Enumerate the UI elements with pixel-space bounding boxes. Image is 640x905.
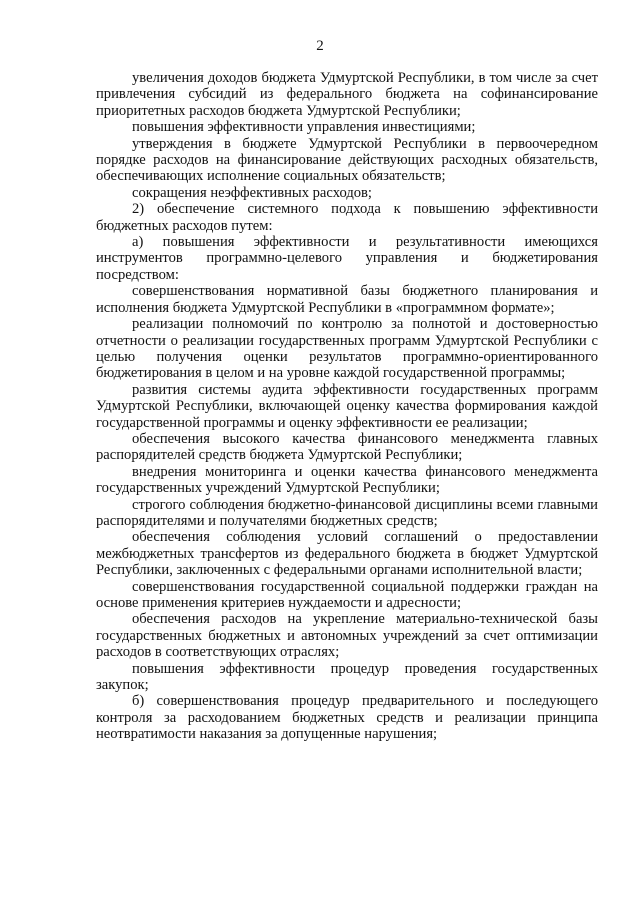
paragraph: увеличения доходов бюджета Удмуртской Республики, в том числе за счет привлечения субсидий из федерального бюджета на софинансирование приоритетных расходов бюджета Удмуртской Республики; [96, 70, 598, 119]
paragraph: совершенствования государственной социальной поддержки граждан на основе применения критериев нуждаемости и адресности; [96, 578, 598, 611]
body-text [96, 70, 598, 743]
paragraph: совершенствования нормативной базы бюджетного планирования и исполнения бюджета Удмуртской Республики в «программном формате»; [96, 283, 598, 316]
paragraph: внедрения мониторинга и оценки качества финансового менеджмента государственных учреждений Удмуртской Республики; [96, 463, 598, 497]
paragraph: повышения эффективности процедур проведения государственных закупок; [96, 660, 598, 694]
paragraph: 2) обеспечение системного подхода к повышению эффективности бюджетных расходов путем: [96, 201, 598, 234]
paragraph: б) совершенствования процедур предварительного и последующего контроля за расходованием бюджетных средств и реализации принципа неотвратимости наказания за допущенные нарушения; [96, 693, 598, 743]
page-number: 2 [316, 38, 324, 54]
paragraph: обеспечения высокого качества финансового менеджмента главных распорядителей средств бюджета Удмуртской Республики; [96, 430, 598, 464]
paragraph: обеспечения соблюдения условий соглашений о предоставлении межбюджетных трансфертов из федерального бюджета в бюджет Удмуртской Республики, заключенных с федеральными органами исполнительной власти; [96, 529, 598, 579]
paragraph: обеспечения расходов на укрепление материально-технической базы государственных бюджетных и автономных учреждений за счет оптимизации расходов в соответствующих отраслях; [96, 611, 598, 661]
paragraph: сокращения неэффективных расходов; [132, 184, 372, 201]
paragraph: реализации полномочий по контролю за полнотой и достоверностью отчетности о реализации государственных программ Удмуртской Республики с целью получения оценки результатов программно-ориентированного бюджетирования в целом и на уровне каждой государственной программы; [96, 316, 598, 382]
paragraph: развития системы аудита эффективности государственных программ Удмуртской Республики, включающей оценку качества формирования каждой государственной программы и оценку эффективности ее реализации; [96, 381, 598, 431]
paragraph: повышения эффективности управления инвестициями; [132, 119, 476, 136]
paragraph: а) повышения эффективности и результативности имеющихся инструментов программно-целевого управления и бюджетирования посредством: [96, 234, 598, 283]
paragraph: строгого соблюдения бюджетно-финансовой дисциплины всеми главными распорядителями и получателями бюджетных средств; [96, 496, 598, 529]
paragraph: утверждения в бюджете Удмуртской Республики в первоочередном порядке расходов на финансирование действующих расходных обязательств, обеспечивающих исполнение социальных обязательств; [96, 135, 598, 185]
